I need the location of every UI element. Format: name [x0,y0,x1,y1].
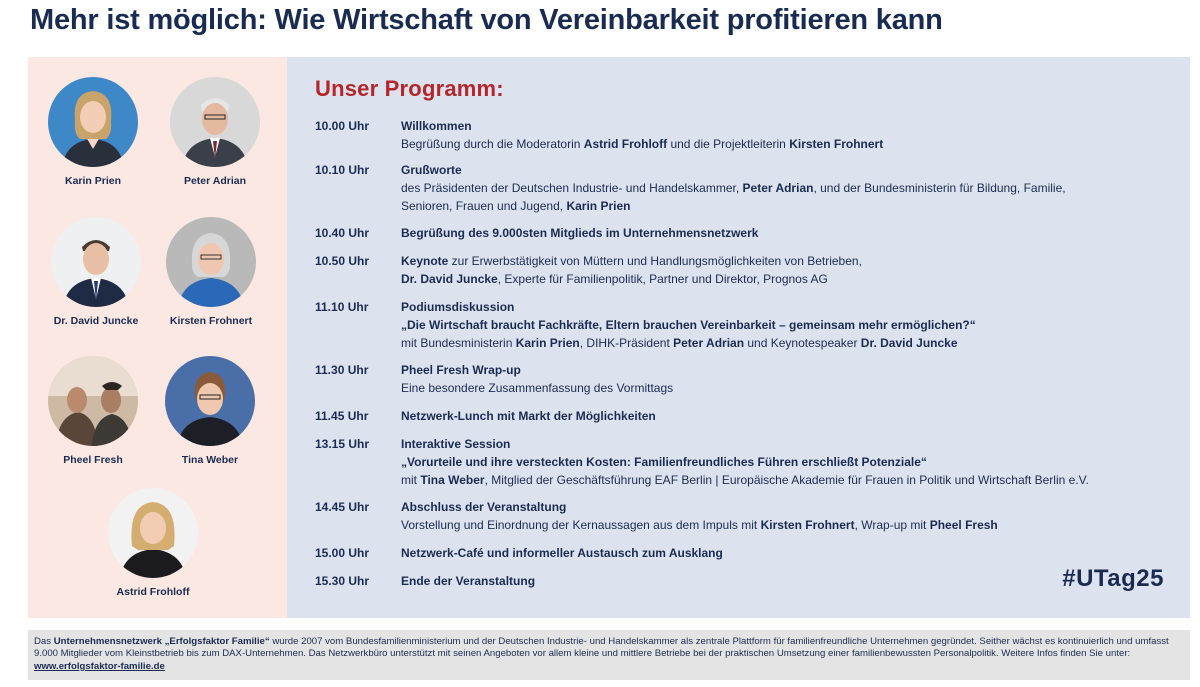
event-panel [28,57,1190,618]
agenda-time: 11.45 Uhr [315,409,369,423]
speaker-kirsten-frohnert [151,217,271,327]
speaker-name: Karin Prien [64,175,122,187]
agenda-item [315,117,1175,161]
speaker-astrid-frohloff [93,488,213,598]
agenda-quote: „Vorurteile und ihre versteckten Kosten: Familienfreundliches Führen erschließt Potenziale“ [401,455,927,469]
agenda-item [315,435,1175,498]
agenda-body [401,572,1175,592]
speaker-photo [165,356,255,446]
agenda-time: 15.30 Uhr [315,574,370,588]
agenda-body [401,407,1175,435]
agenda-body [401,298,1175,361]
agenda-title: Podiumsdiskussion [401,300,515,314]
agenda-title: Pheel Fresh Wrap-up [401,363,521,377]
agenda-body [401,435,1175,498]
speaker-peter-adrian [155,77,275,187]
speaker-photo [51,217,141,307]
agenda-text: mit Bundesministerin Karin Prien, DIHK-Präsident Peter Adrian und Keynotespeaker Dr. David Juncke [401,336,958,350]
speaker-karin-prien [33,77,153,187]
agenda-time: 13.15 Uhr [315,437,370,451]
speaker-name: Kirsten Frohnert [169,315,253,327]
agenda-title: Netzwerk-Lunch mit Markt der Möglichkeiten [401,409,656,423]
agenda-item [315,161,1175,224]
speaker-name: Astrid Frohloff [116,586,190,598]
agenda-text: des Präsidenten der Deutschen Industrie- und Handelskammer, Peter Adrian, und der Bundesministerin für Bildung, Familie, [401,181,1066,195]
agenda-title: Netzwerk-Café und informeller Austausch zum Ausklang [401,546,723,560]
footer-info: Das Unternehmensnetzwerk „Erfolgsfaktor Familie“ wurde 2007 vom Bundesfamilienministerium und der Deutschen Industrie- und Handelskammer als zentrale Plattform für familienfreundliche Unternehmen gegründet. Seither wächst es kontinuierlich und umfasst 9.000 Mitglieder vom Kleinstbetrieb bis zum DAX-Unternehmen. Das Netzwerkbüro unterstützt mit seinen Angeboten vor allem kleine und mittlere Betriebe bei der praktischen Umsetzung einer familienbewussten Personalpolitik. Weitere Infos finden Sie unter: www.erfolgsfaktor-familie.de [28,630,1190,680]
agenda-time: 10.10 Uhr [315,163,370,177]
speaker-pheel-fresh [33,356,153,466]
agenda-body [401,361,1175,407]
agenda-text: Vorstellung und Einordnung der Kernaussagen aus dem Impuls mit Kirsten Frohnert, Wrap-up mit Pheel Fresh [401,518,998,532]
speaker-photo [48,356,138,446]
agenda-title: Willkommen [401,119,472,133]
agenda-time: 10.50 Uhr [315,254,370,268]
agenda-text: Eine besondere Zusammenfassung des Vormittags [401,381,674,395]
agenda-body [401,544,1175,572]
agenda-time: 15.00 Uhr [315,546,370,560]
website-link[interactable]: www.erfolgsfaktor-familie.de [34,660,165,672]
speaker-name: Dr. David Juncke [53,315,139,327]
agenda-time: 10.40 Uhr [315,226,370,240]
agenda-body [401,161,1175,224]
speaker-name: Tina Weber [181,454,239,466]
agenda-item [315,224,1175,252]
agenda-time: 11.10 Uhr [315,300,369,314]
speaker-photo [166,217,256,307]
agenda-list [315,117,1175,592]
agenda-title: Grußworte [401,163,462,177]
agenda-title: Abschluss der Veranstaltung [401,500,567,514]
agenda-text: Senioren, Frauen und Jugend, Karin Prien [401,199,631,213]
speaker-david-juncke [36,217,156,327]
program-column [287,57,1190,618]
program-heading: Unser Programm: [315,76,504,101]
speaker-name: Pheel Fresh [63,454,123,466]
agenda-item [315,252,1175,298]
agenda-item [315,407,1175,435]
speaker-name: Peter Adrian [183,175,247,187]
agenda-item [315,298,1175,361]
speaker-photo [170,77,260,167]
agenda-title: Interaktive Session [401,437,511,451]
speaker-tina-weber [150,356,270,466]
agenda-title: Keynote [401,254,449,268]
speaker-photo [48,77,138,167]
agenda-title: Begrüßung des 9.000sten Mitglieds im Unternehmensnetzwerk [401,226,759,240]
agenda-item [315,572,1175,592]
speaker-photo [108,488,198,578]
agenda-body [401,224,1175,252]
event-hashtag: #UTag25 [1062,565,1164,592]
agenda-text: Dr. David Juncke, Experte für Familienpolitik, Partner und Direktor, Prognos AG [401,272,828,286]
agenda-text: mit Tina Weber, Mitglied der Geschäftsführung EAF Berlin | Europäische Akademie für Frauen in Politik und Wirtschaft Berlin e.V. [401,473,1089,487]
agenda-body [401,252,1175,298]
agenda-text: Begrüßung durch die Moderatorin Astrid Frohloff und die Projektleiterin Kirsten Frohnert [401,137,884,151]
speaker-column [28,57,287,618]
agenda-item [315,544,1175,572]
agenda-body [401,117,1175,161]
agenda-text: Keynote zur Erwerbstätigkeit von Müttern und Handlungsmöglichkeiten von Betrieben, [401,254,862,268]
agenda-time: 11.30 Uhr [315,363,369,377]
page-title: Mehr ist möglich: Wie Wirtschaft von Vereinbarkeit profitieren kann [30,4,943,36]
agenda-item [315,361,1175,407]
agenda-time: 10.00 Uhr [315,119,370,133]
agenda-title: Ende der Veranstaltung [401,574,536,588]
agenda-quote: „Die Wirtschaft braucht Fachkräfte, Eltern brauchen Vereinbarkeit – gemeinsam mehr ermöglichen?“ [401,318,976,332]
agenda-body [401,498,1175,544]
agenda-item [315,498,1175,544]
agenda-time: 14.45 Uhr [315,500,370,514]
